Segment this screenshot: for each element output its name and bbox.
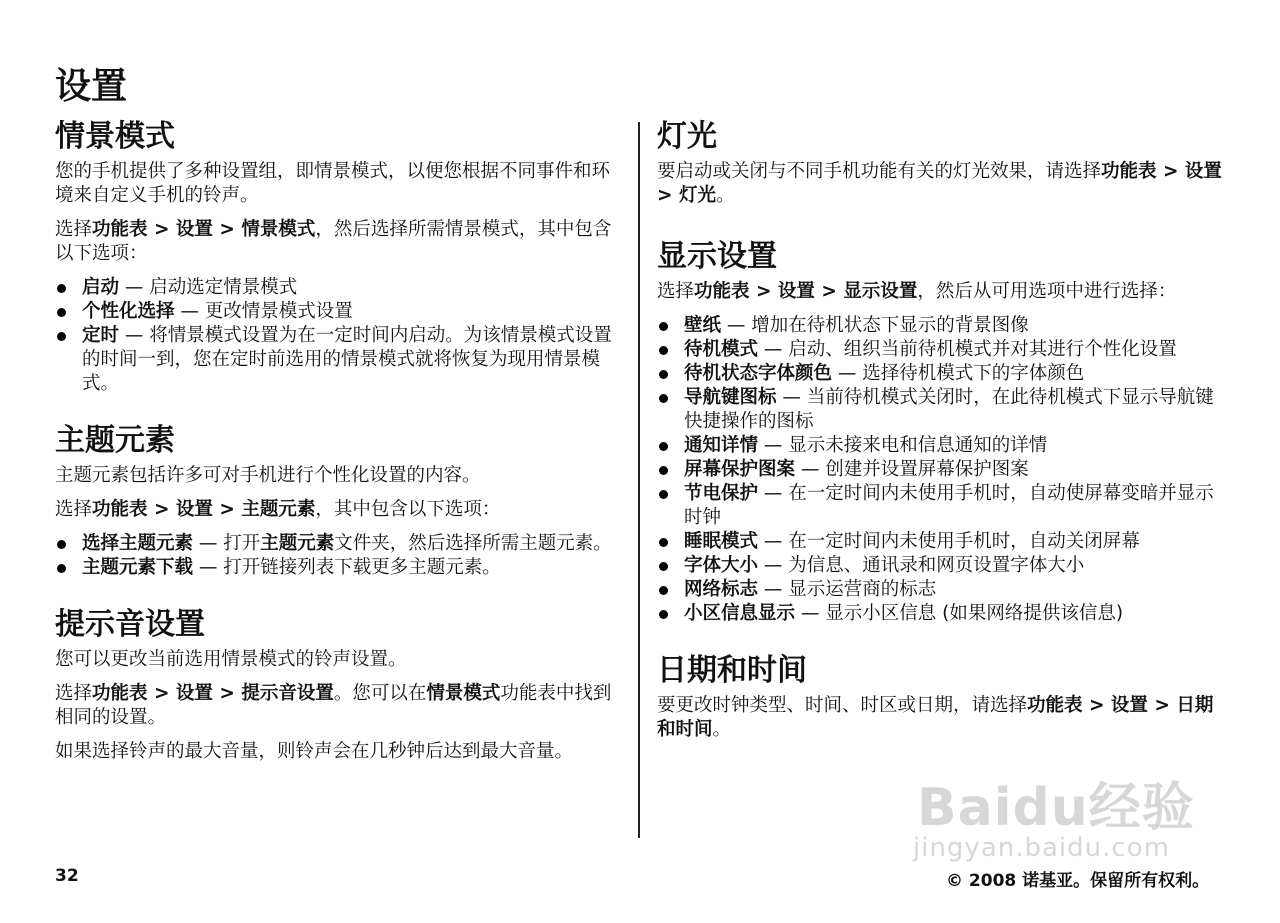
path-suffix: ，然后从可用选项中进行选择： (917, 281, 1177, 302)
watermark-url: jingyan.baidu.com (913, 833, 1170, 863)
path-menu: 功能表 (694, 281, 750, 302)
option-term: 节电保护 (684, 483, 759, 504)
path-menu: 功能表 (1027, 695, 1083, 716)
path-mid: 。您可以在 (333, 683, 427, 704)
datetime-text: 要更改时钟类型、时间、时区或日期，请选择 (657, 695, 1028, 716)
path-prefix: 选择 (657, 281, 695, 302)
section-spacer (55, 396, 622, 422)
option-term: 睡眠模式 (684, 531, 759, 552)
section-intro: 主题元素包括许多可对手机进行个性化设置的内容。 (55, 465, 481, 486)
bullet-icon (57, 284, 66, 293)
section-profiles (55, 118, 622, 396)
option-desc-folder: 主题元素 (260, 533, 335, 554)
path-separator: > (1156, 161, 1185, 182)
option-term: 通知详情 (684, 435, 759, 456)
path-settings: 设置 (175, 683, 213, 704)
bullet-icon (659, 610, 668, 619)
bullet-icon (659, 394, 668, 403)
path-profiles: 情景模式 (426, 683, 501, 704)
path-menu: 功能表 (92, 499, 148, 520)
bullet-icon (659, 346, 668, 355)
list-item (657, 602, 1225, 626)
list-item (55, 324, 622, 396)
option-term: 个性化选择 (82, 301, 175, 322)
bullet-icon (659, 442, 668, 451)
section-tones (55, 606, 622, 764)
watermark-logo: Baidu经验 (917, 778, 1195, 838)
option-desc: — 选择待机模式下的字体颜色 (832, 363, 1085, 384)
option-desc: — 将情景模式设置为在一定时间内启动。为该情景模式设置的时间一到，您在定时前选用的情景模式就将恢复为现用情景模式。 (82, 325, 612, 394)
path-suffix: ，其中包含以下选项： (315, 499, 501, 520)
option-desc: — 为信息、通讯录和网页设置字体大小 (758, 555, 1085, 576)
option-desc: — 当前待机模式关闭时，在此待机模式下显示导航键快捷操作的图标 (684, 387, 1214, 432)
path-separator: > (749, 281, 778, 302)
path-menu: 功能表 (1101, 161, 1157, 182)
menu-path (55, 498, 622, 522)
bullet-icon (659, 322, 668, 331)
path-separator: > (1147, 695, 1177, 716)
option-term: 启动 (82, 277, 120, 298)
list-item (657, 314, 1225, 338)
path-separator: > (147, 219, 176, 240)
option-term: 网络标志 (684, 579, 759, 600)
section-intro: 您可以更改当前选用情景模式的铃声设置。 (55, 649, 407, 670)
option-desc: — 打开链接列表下载更多主题元素。 (193, 557, 501, 578)
option-desc: — 启动选定情景模式 (119, 277, 298, 298)
option-desc: — 显示未接来电和信息通知的详情 (758, 435, 1048, 456)
right-column (657, 118, 1225, 752)
section-heading: 主题元素 (55, 423, 175, 458)
bullet-icon (57, 308, 66, 317)
list-item (55, 532, 622, 556)
section-lights (657, 118, 1225, 208)
copyright-notice: © 2008 诺基亚。保留所有权利。 (946, 871, 1210, 891)
path-target: 显示设置 (843, 281, 918, 302)
list-item (657, 530, 1225, 554)
section-heading: 灯光 (657, 119, 717, 154)
path-prefix: 选择 (55, 219, 93, 240)
volume-note: 如果选择铃声的最大音量，则铃声会在几秒钟后达到最大音量。 (55, 741, 574, 762)
option-term: 主题元素下载 (82, 557, 194, 578)
option-list (657, 314, 1225, 626)
section-heading: 日期和时间 (657, 653, 807, 688)
lights-text: 要启动或关闭与不同手机功能有关的灯光效果，请选择 (657, 161, 1102, 182)
path-target: 日期和时间 (657, 695, 1214, 740)
path-end: 。 (715, 185, 735, 206)
bullet-icon (57, 564, 66, 573)
option-desc: — 在一定时间内未使用手机时，自动关闭屏幕 (758, 531, 1140, 552)
menu-path (657, 160, 1225, 208)
baidu-watermark (905, 745, 1205, 865)
section-themes (55, 422, 622, 580)
option-term: 定时 (82, 325, 120, 346)
list-item (55, 300, 622, 324)
list-item (657, 578, 1225, 602)
path-settings: 设置 (777, 281, 815, 302)
path-separator: > (147, 499, 176, 520)
section-heading: 显示设置 (657, 239, 777, 274)
path-target: 提示音设置 (241, 683, 334, 704)
path-settings: 设置 (1184, 161, 1222, 182)
list-item (657, 554, 1225, 578)
list-item (657, 338, 1225, 362)
option-list (55, 532, 622, 580)
bullet-icon (659, 538, 668, 547)
option-desc: — 增加在待机状态下显示的背景图像 (721, 315, 1029, 336)
path-menu: 功能表 (92, 219, 148, 240)
path-separator: > (1082, 695, 1111, 716)
option-term: 小区信息显示 (684, 603, 796, 624)
option-desc: — 创建并设置屏幕保护图案 (795, 459, 1029, 480)
bullet-icon (659, 586, 668, 595)
menu-path (55, 682, 622, 730)
path-separator: > (657, 185, 679, 206)
option-list (55, 276, 622, 396)
path-separator: > (212, 499, 242, 520)
path-settings: 设置 (175, 219, 213, 240)
list-item (657, 482, 1225, 530)
section-spacer (657, 218, 1225, 238)
path-separator: > (212, 683, 242, 704)
path-suffix: ，然后选择所需情景模式，其中包含以下选项： (55, 219, 612, 264)
menu-path (657, 694, 1225, 742)
list-item (55, 556, 622, 580)
option-desc: — 显示小区信息 (如果网络提供该信息) (795, 603, 1124, 624)
path-target: 主题元素 (241, 499, 316, 520)
section-heading: 提示音设置 (55, 607, 205, 642)
option-term: 屏幕保护图案 (684, 459, 796, 480)
list-item (55, 276, 622, 300)
bullet-icon (659, 466, 668, 475)
option-term: 待机模式 (684, 339, 759, 360)
path-settings: 设置 (1110, 695, 1148, 716)
option-term: 导航键图标 (684, 387, 777, 408)
path-separator: > (147, 683, 176, 704)
option-desc: 文件夹，然后选择所需主题元素。 (334, 533, 612, 554)
option-term: 壁纸 (684, 315, 722, 336)
page-number: 32 (55, 866, 79, 886)
bullet-icon (659, 562, 668, 571)
section-spacer (55, 580, 622, 606)
section-intro: 您的手机提供了多种设置组，即情景模式，以便您根据不同事件和环境来自定义手机的铃声。 (55, 161, 611, 206)
option-term: 选择主题元素 (82, 533, 194, 554)
menu-path (55, 218, 622, 266)
section-display (657, 238, 1225, 626)
page-title: 设置 (55, 66, 128, 107)
menu-path (657, 280, 1225, 304)
list-item (657, 362, 1225, 386)
list-item (657, 458, 1225, 482)
path-settings: 设置 (175, 499, 213, 520)
path-separator: > (814, 281, 844, 302)
bullet-icon (659, 490, 668, 499)
bullet-icon (57, 540, 66, 549)
path-prefix: 选择 (55, 683, 93, 704)
path-prefix: 选择 (55, 499, 93, 520)
option-term: 字体大小 (684, 555, 759, 576)
path-end: 。 (712, 719, 732, 740)
path-suffix: 功能表中找到相同的设置。 (55, 683, 612, 728)
option-desc: — 更改情景模式设置 (174, 301, 353, 322)
option-desc: — 在一定时间内未使用手机时，自动使屏幕变暗并显示时钟 (684, 483, 1214, 528)
option-desc: — 显示运营商的标志 (758, 579, 937, 600)
option-desc: — 启动、组织当前待机模式并对其进行个性化设置 (758, 339, 1177, 360)
section-spacer (657, 626, 1225, 652)
option-desc: — 打开 (193, 533, 261, 554)
bullet-icon (659, 370, 668, 379)
path-target: 灯光 (678, 185, 716, 206)
option-term: 待机状态字体颜色 (684, 363, 833, 384)
column-divider (638, 122, 640, 838)
section-datetime (657, 652, 1225, 742)
bullet-icon (57, 332, 66, 341)
path-menu: 功能表 (92, 683, 148, 704)
list-item (657, 434, 1225, 458)
list-item (657, 386, 1225, 434)
path-target: 情景模式 (241, 219, 316, 240)
path-separator: > (212, 219, 242, 240)
left-column (55, 118, 622, 774)
section-heading: 情景模式 (55, 119, 175, 154)
